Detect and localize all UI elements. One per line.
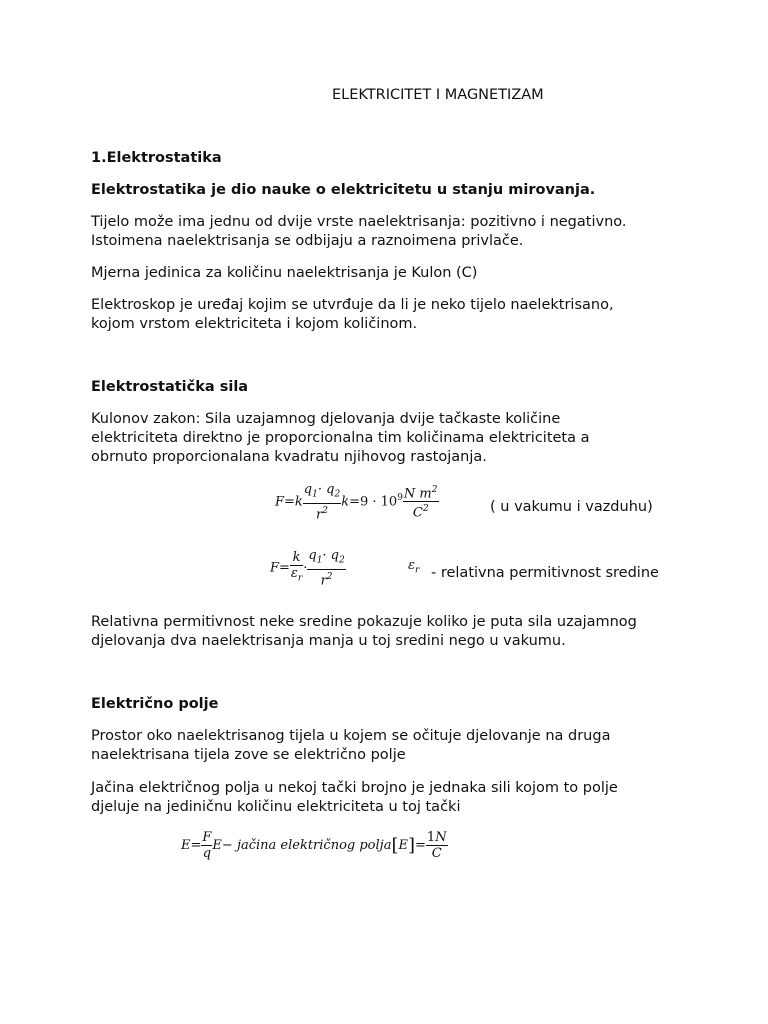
paragraph-line: djeluje na jediničnu količinu elektriciteta u toj tački <box>91 799 461 815</box>
paragraph-line: kojom vrstom elektriciteta i kojom količinom. <box>91 316 418 332</box>
paragraph-line: Relativna permitivnost neke sredine pokazuje koliko je puta sila uzajamnog <box>91 614 637 630</box>
paragraph-line: Mjerna jedinica za količinu naelektrisanja je Kulon (C) <box>91 265 478 281</box>
paragraph-line: Tijelo može ima jednu od dvije vrste naelektrisanja: pozitivno i negativno. <box>91 214 627 230</box>
paragraph-line: djelovanja dva naelektrisanja manja u toj sredini nego u vakumu. <box>91 633 566 649</box>
paragraph-line: obrnuto proporcionalana kvadratu njihovog rastojanja. <box>91 449 487 465</box>
section-heading-elektrostaticka-sila: Elektrostatička sila <box>91 379 249 395</box>
section-heading-elektrostatika: 1.Elektrostatika <box>91 150 222 166</box>
paragraph-line: Istoimena naelektrisanja se odbijaju a raznoimena privlače. <box>91 233 524 249</box>
paragraph-line: Kulonov zakon: Sila uzajamnog djelovanja dvije tačkaste količine <box>91 411 561 427</box>
document-title: ELEKTRICITET I MAGNETIZAM <box>332 87 544 103</box>
formula-note-permitivnost: - relativna permitivnost sredine <box>431 565 659 581</box>
paragraph-line: Prostor oko naelektrisanog tijela u kojem se očituje djelovanje na druga <box>91 728 611 744</box>
formula-note-vakum: ( u vakumu i vazduhu) <box>490 499 653 515</box>
permittivity-force-formula: F= $\frac{k}{\varepsilon_r}$ · $\frac{q_1\cdot q_2}{r^2}$ <box>270 548 345 588</box>
epsilon-r-symbol: $\varepsilon_r$ <box>408 558 420 576</box>
bold-definition: Elektrostatika je dio nauke o elektricitetu u stanju mirovanja. <box>91 182 596 198</box>
paragraph-line: Jačina električnog polja u nekoj tački brojno je jednaka sili kojom to polje <box>91 780 618 796</box>
paragraph-line: Elektroskop je uređaj kojim se utvrđuje da li je neko tijelo naelektrisano, <box>91 297 614 313</box>
section-heading-elektricno-polje: Električno polje <box>91 696 219 712</box>
paragraph-line: elektriciteta direktno je proporcionalna tim količinama elektriciteta a <box>91 430 590 446</box>
formula-text-jacina: jačina električnog polja <box>236 838 392 853</box>
paragraph-line: naelektrisana tijela zove se električno polje <box>91 747 406 763</box>
electric-field-formula: E= $\frac{F}{q}$ E− jačina električnog polja[E]= $\frac{1N}{C}$ <box>181 830 447 861</box>
coulomb-law-formula: F=k $\frac{q_1\cdot q_2}{r^2}$ $k=9 \cdot 10^9$ $\frac{N m^2}{C^2}$ <box>275 482 438 522</box>
